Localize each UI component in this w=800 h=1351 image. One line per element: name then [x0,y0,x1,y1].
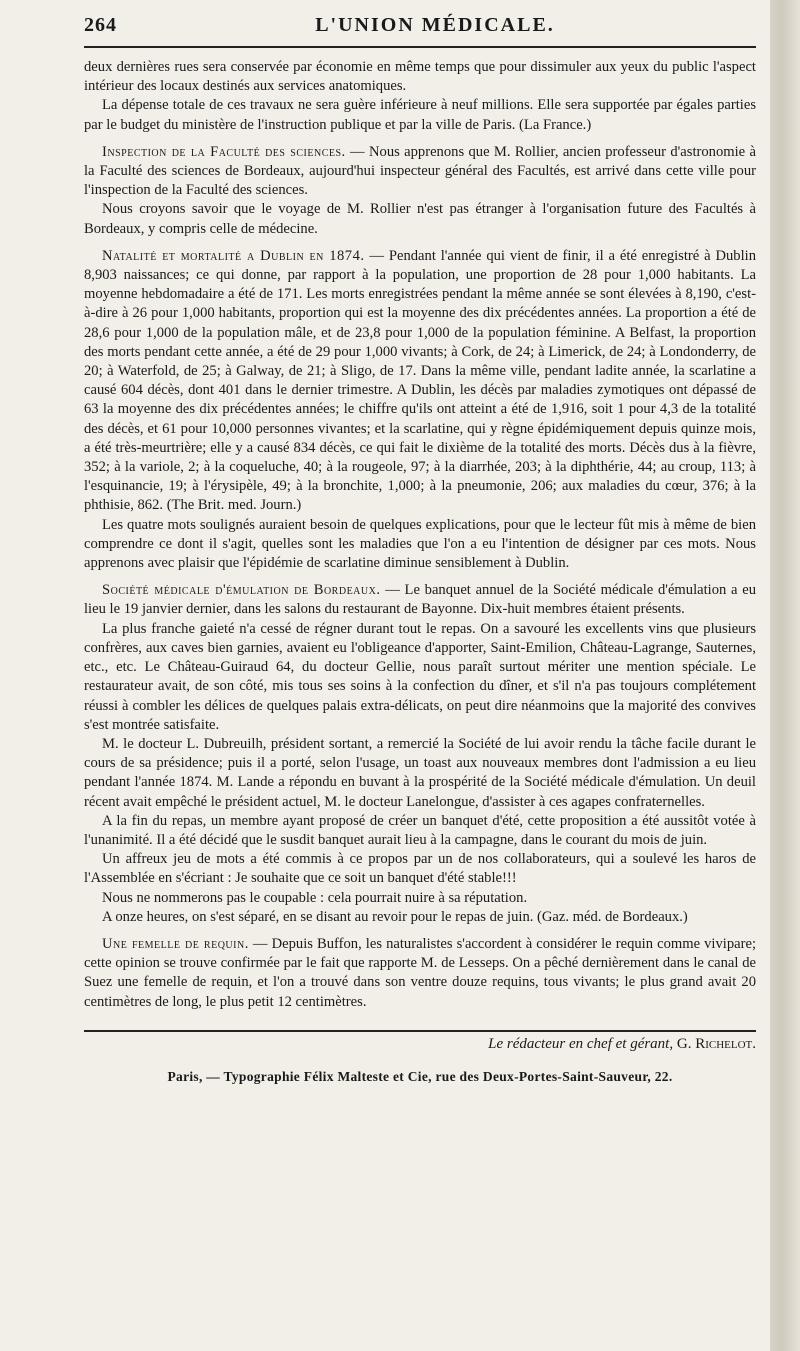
page-header [84,14,756,42]
section-inspection: Inspection de la Faculté des sciences. — Nous apprenons que M. Rollier, ancien professeur d'astronomie à la Faculté des sciences de Bordeaux, aujourd'hui inspecteur général des Facultés, est arrivé dans cette ville pour l'inspection de la Faculté des sciences. [84,143,756,199]
paragraph: A onze heures, on s'est séparé, en se disant au revoir pour le repas de juin. (Gaz. méd. de Bordeaux.) [102,908,688,925]
paragraph: La plus franche gaieté n'a cessé de régner durant tout le repas. On a savouré les excellents vins que plusieurs confrères, aux caves bien garnies, avaient eu l'obligeance d'apporter, Saint-Emilion, Château-Lagrange, Sauternes, etc., etc. Le Château-Guiraud 64, du docteur Gellie, nous paraît surtout mériter une mention spéciale. Le restaurateur avait, de son côté, mis tous ses soins à la confection du dîner, et s'il n'a pas toujours complétement réussi à combler les délices de quelques palais extra-délicats, on peut dire néanmoins que la majorité des convives s'est montrée satisfaite. [84,620,756,733]
paragraph: Nous croyons savoir que le voyage de M. Rollier n'est pas étranger à l'organisation future des Facultés à Bordeaux, y compris celle de médecine. [84,201,756,237]
signature-prefix: Le rédacteur en chef et gérant, [488,1035,674,1052]
article-body [84,58,756,1012]
header-rule [84,46,756,48]
signature-line [84,1030,756,1053]
paragraph: Les quatre mots soulignés auraient besoin de quelques explications, pour que le lecteur fût mis à même de bien comprendre ce dont il s'agit, quelles sont les maladies que l'on a eu l'intention de désigner par ces mots. Nous apprenons avec plaisir que l'épidémie de scarlatine diminue sensiblement à Dublin. [84,516,756,572]
section-heading: Natalité et mortalité a Dublin en 1874. [102,247,365,264]
section-heading: Inspection de la Faculté des sciences. [102,143,346,160]
section-bordeaux: Société médicale d'émulation de Bordeaux. — Le banquet annuel de la Société médicale d'émulation a eu lieu le 19 janvier dernier, dans les salons du restaurant de Bayonne. Dix-huit membres étaient présents. [84,582,756,618]
page-gutter [770,0,800,1351]
paragraph: Un affreux jeu de mots a été commis à ce propos par un de nos collaborateurs, qui a soulevé les haros de l'Assemblée en s'écriant : Je souhaite que ce soit un banquet d'été stable!!! [84,851,756,887]
paragraph: A la fin du repas, un membre ayant proposé de créer un banquet d'été, cette proposition a été aussitôt votée à l'unanimité. Il a été décidé que le susdit banquet aurait lieu à la campagne, dans le courant du mois de juin. [84,812,756,848]
paragraph: Nous ne nommerons pas le coupable : cela pourrait nuire à sa réputation. [102,889,528,906]
section-requin: Une femelle de requin. — Depuis Buffon, les naturalistes s'accordent à considérer le requin comme vivipare; cette opinion se trouve confirmée par le fait que rapporte M. de Lesseps. On a pêché dernièrement dans le canal de Suez une femelle de requin, et l'on a trouvé dans son ventre douze requins, tous vivants; le plus grand avait 20 centimètres de long, le plus petit 12 centimètres. [84,935,756,1010]
paragraph: M. le docteur L. Dubreuilh, président sortant, a remercié la Société de lui avoir rendu la tâche facile durant le cours de sa présidence; puis il a porté, selon l'usage, un toast aux nouveaux membres dont l'admission a eu lieu pendant l'année 1874. M. Lande a répondu en buvant à la prospérité de la Société médicale d'émulation. Un deuil récent avait empêché le président actuel, M. le docteur Lanelongue, d'assister à ces agapes confraternelles. [84,735,756,810]
journal-title: L'UNION MÉDICALE. [315,14,555,36]
paragraph: La dépense totale de ces travaux ne sera guère inférieure à neuf millions. Elle sera supportée par égales parties par le budget du ministère de l'instruction publique et par la ville de Paris. (La France.) [84,97,756,133]
printer-imprint: Paris, — Typographie Félix Malteste et Cie, rue des Deux-Portes-Saint-Sauveur, 22. [167,1068,673,1084]
section-heading: Une femelle de requin. [102,935,249,952]
section-dublin: Natalité et mortalité a Dublin en 1874. — Pendant l'année qui vient de finir, il a été enregistré à Dublin 8,903 naissances; ce qui donne, par rapport à la population, une proportion de 28 pour 1,000 habitants. La moyenne hebdomadaire a été de 171. Les morts enregistrées pendant la même année se sont élevées à 8,190, c'est-à-dire à 26 pour 1,000 habitants, proportion qui est la moyenne des dix précédentes années. La proportion a été de 28,6 pour 1,000 de la population mâle, et de 23,8 pour 1,000 de la population féminine. A Belfast, la proportion des morts pendant cette année, a été de 29 pour 1,000 vivants; à Cork, de 24; à Limerick, de 24; à Londonderry, de 20; à Waterfold, de 25; à Galway, de 21; à Sligo, de 17. Dans la même ville, pendant ladite année, la scarlatine a causé 604 décès, dont 401 dans le dernier trimestre. A Dublin, les décès par maladies zymotiques ont dépassé de 63 la moyenne des dix précédentes années; le chiffre qu'ils ont atteint a été de 1,916, soit 1 pour 4,3 de la totalité des décès, et 61 pour 10,000 personnes vivantes; et la scarlatine, qui y règne épidémiquement depuis quinze mois, a été très-meurtrière; elle y a causé 834 décès, ce qui fait le dixième de la totalité des morts. Décès dus à la fièvre, 352; à la variole, 2; à la coqueluche, 40; à la rougeole, 97; à la diarrhée, 203; à la diphthérie, 44; au croup, 113; à l'esquinancie, 19; à l'érysipèle, 49; à la bronchite, 1,000; à la pneumonie, 206; aux maladies du cœur, 376; à la phthisie, 862. (The Brit. med. Journ.) [84,247,756,514]
page-number: 264 [84,14,117,36]
paragraph: deux dernières rues sera conservée par économie en même temps que pour dissimuler aux yeux du public l'aspect intérieur des locaux destinés aux services anatomiques. [84,59,756,95]
section-heading: Société médicale d'émulation de Bordeaux. [102,582,381,599]
signature-name: G. Richelot. [676,1035,756,1052]
